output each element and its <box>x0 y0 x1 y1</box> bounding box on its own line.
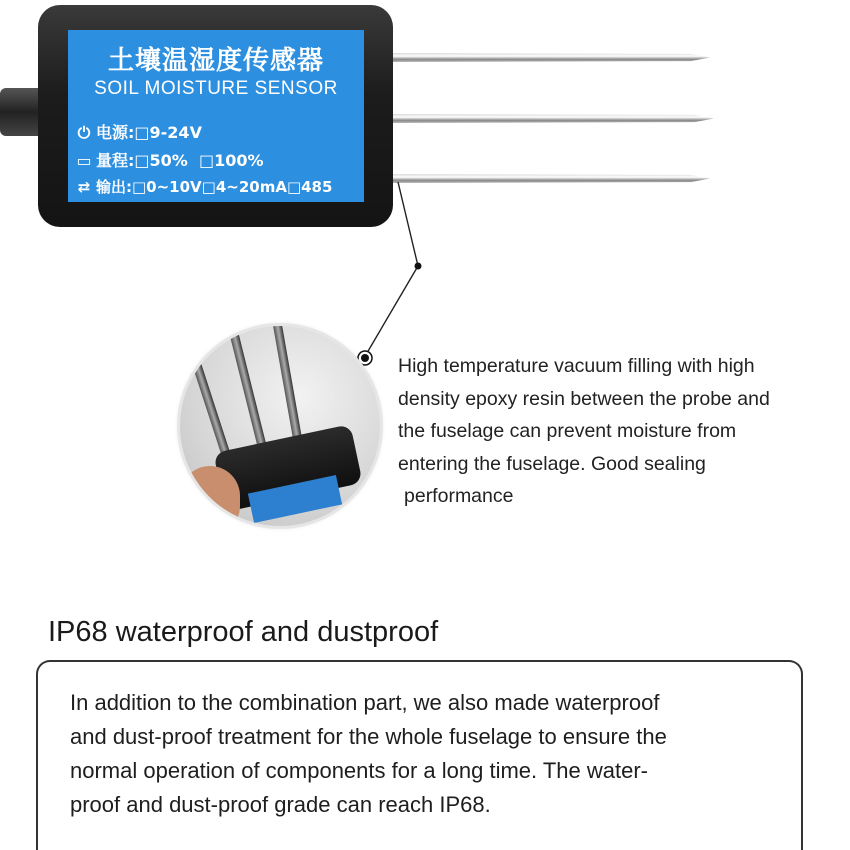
callout-line: the fuselage can prevent moisture from <box>398 420 737 442</box>
sensor-title-en: SOIL MOISTURE SENSOR <box>94 78 338 99</box>
power-icon: ⏻ <box>77 123 91 142</box>
range-icon: ▭ <box>76 151 92 170</box>
info-box <box>36 660 803 850</box>
info-text <box>70 686 790 822</box>
callout-line: entering the fuselage. Good sealing <box>398 452 706 475</box>
sensor-title-cn: 土壤温湿度传感器 <box>107 46 324 76</box>
exchange-icon: ⇄ <box>77 178 91 196</box>
power-label: 电源: <box>96 123 135 142</box>
info-line: and dust-proof treatment for the whole fuselage to ensure the <box>70 724 667 749</box>
zoom-rod <box>227 326 267 449</box>
callout-line: performance <box>404 485 514 507</box>
range-label: 量程: <box>96 151 135 170</box>
sealing-callout <box>398 350 838 513</box>
detail-zoom-image <box>180 326 380 526</box>
power-value: □9-24V <box>134 123 202 142</box>
callout-line: High temperature vacuum filling with high <box>398 355 755 377</box>
zoom-rod <box>272 326 303 451</box>
output-label: 输出: <box>96 178 132 196</box>
output-value: □0~10V□4~20mA□485 <box>132 178 333 196</box>
callout-line: density epoxy resin between the probe and <box>398 387 770 410</box>
info-line: In addition to the combination part, we also made waterproof <box>70 690 660 715</box>
zoom-hand <box>180 466 240 526</box>
section-heading: IP68 waterproof and dustproof <box>48 616 439 648</box>
info-line: proof and dust-proof grade can reach IP68. <box>70 792 491 817</box>
info-line: normal operation of components for a long time. The water- <box>70 758 649 783</box>
range-value: □50% □100% <box>134 151 264 170</box>
